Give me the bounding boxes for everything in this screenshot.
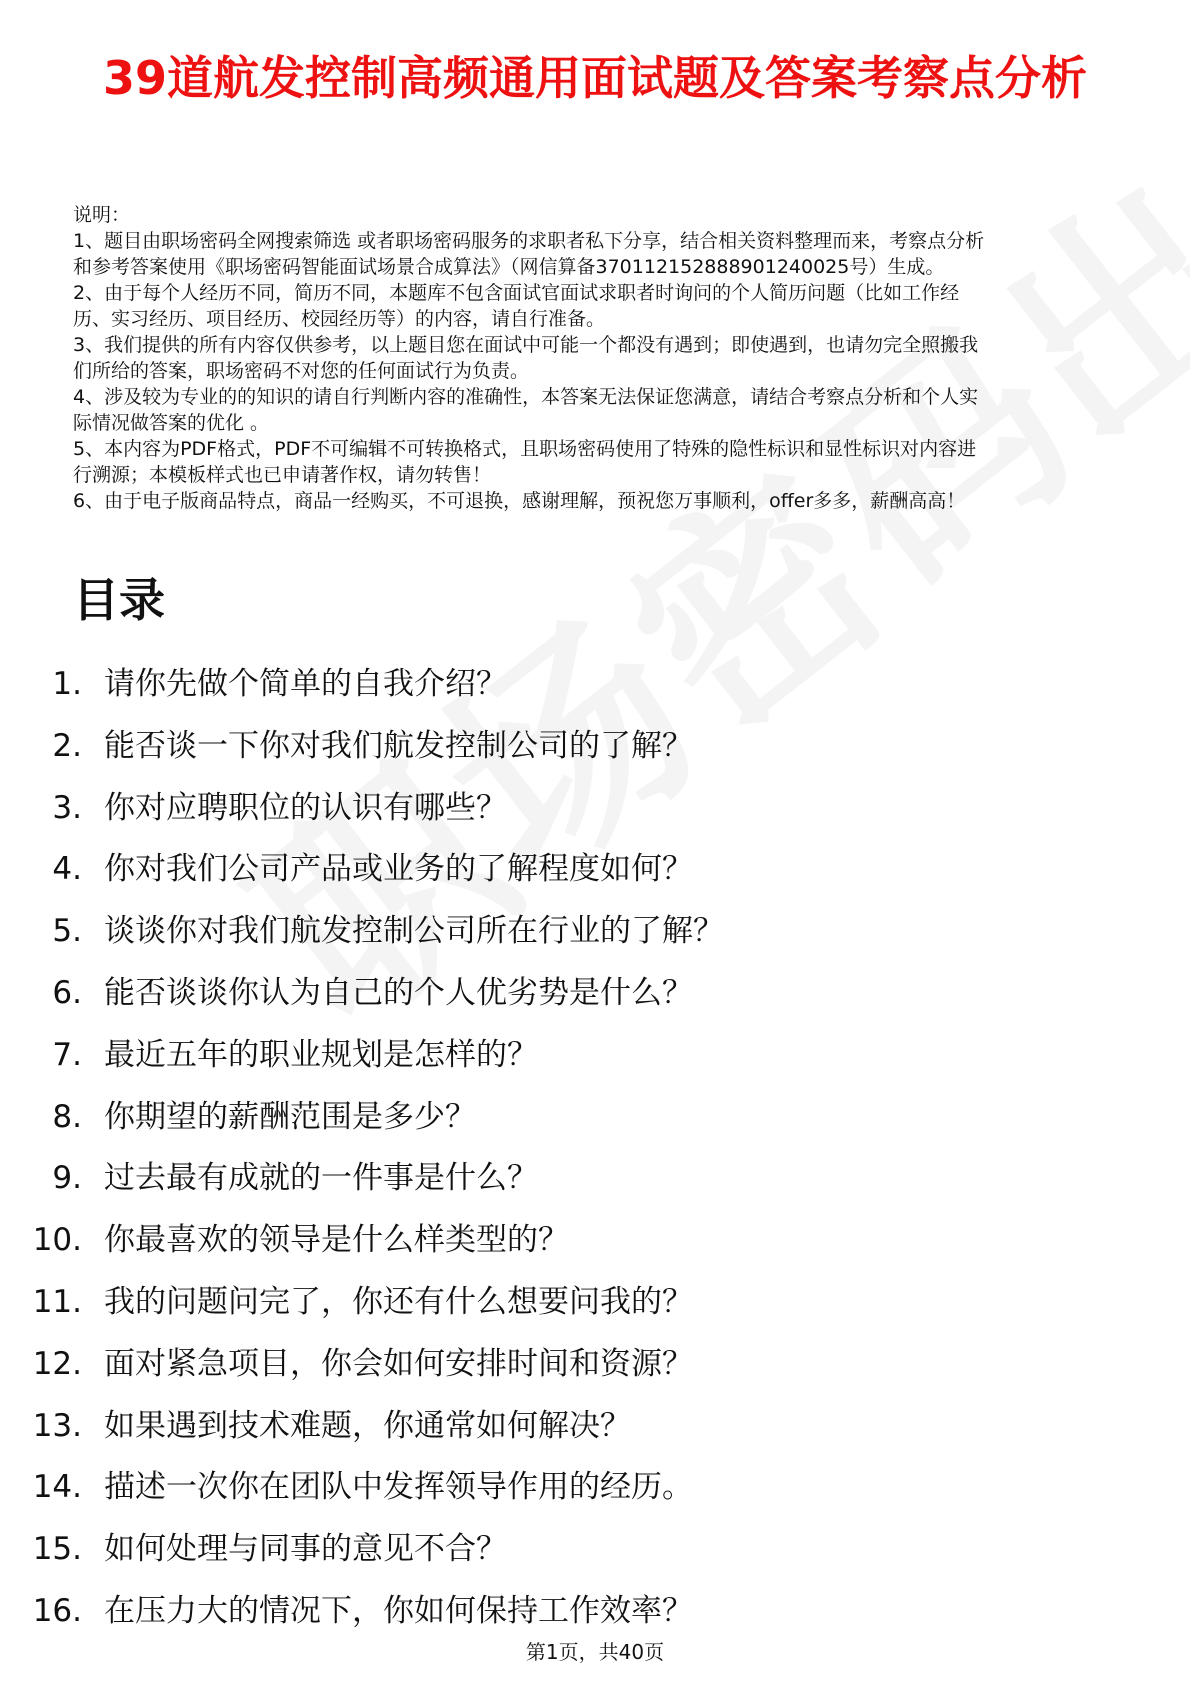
- toc-item-14[interactable]: [0, 1467, 1190, 1529]
- toc-text: 在压力大的情况下，你如何保持工作效率？: [104, 1592, 693, 1629]
- toc-number: 1.: [52, 666, 82, 702]
- toc-number: 14.: [32, 1469, 82, 1506]
- toc-text: 过去最有成就的一件事是什么？: [104, 1160, 538, 1197]
- toc-list: [0, 664, 1190, 1653]
- toc-item-15[interactable]: [0, 1529, 1190, 1591]
- notes-section: [73, 202, 1123, 514]
- toc-item-4[interactable]: [0, 849, 1190, 911]
- toc-number: 16.: [32, 1592, 82, 1629]
- toc-number: 5.: [52, 913, 82, 950]
- toc-item-2[interactable]: [0, 726, 1190, 788]
- toc-item-7[interactable]: [0, 1035, 1190, 1097]
- toc-number: 13.: [32, 1407, 82, 1444]
- toc-text: 描述一次你在团队中发挥领导作用的经历。: [104, 1469, 693, 1506]
- toc-item-9[interactable]: [0, 1158, 1190, 1220]
- toc-number: 9.: [52, 1160, 82, 1197]
- toc-text: 能否谈一下你对我们航发控制公司的了解？: [104, 727, 693, 764]
- toc-number: 12.: [32, 1345, 82, 1382]
- notes-line: 们所给的答案，职场密码不对您的任何面试行为负责。: [73, 360, 530, 382]
- toc-item-5[interactable]: [0, 911, 1190, 973]
- toc-item-3[interactable]: [0, 788, 1190, 850]
- notes-line: 际情况做答案的优化 。: [73, 412, 270, 434]
- toc-item-6[interactable]: [0, 973, 1190, 1035]
- notes-line: 1、题目由职场密码全网搜索筛选 或者职场密码服务的求职者私下分享，结合相关资料整理而来，考察点分析: [73, 230, 985, 252]
- toc-heading: 目录: [73, 573, 165, 627]
- toc-text: 如果遇到技术难题，你通常如何解决？: [104, 1407, 631, 1444]
- notes-line: 说明：: [73, 204, 131, 226]
- toc-text: 如何处理与同事的意见不合？: [104, 1531, 507, 1568]
- toc-text: 最近五年的职业规划是怎样的？: [104, 1036, 538, 1073]
- toc-number: 2.: [52, 727, 82, 764]
- toc-text: 你对我们公司产品或业务的了解程度如何？: [104, 851, 693, 888]
- toc-item-1[interactable]: [0, 664, 1190, 726]
- toc-text: 你最喜欢的领导是什么样类型的？: [104, 1222, 569, 1259]
- toc-item-13[interactable]: [0, 1406, 1190, 1468]
- toc-text: 能否谈谈你认为自己的个人优劣势是什么？: [104, 974, 693, 1011]
- toc-number: 7.: [52, 1036, 82, 1073]
- toc-number: 4.: [52, 851, 82, 888]
- notes-line: 5、本内容为PDF格式，PDF不可编辑不可转换格式，且职场密码使用了特殊的隐性标识和显性标识对内容进: [73, 438, 977, 460]
- notes-line: 和参考答案使用《职场密码智能面试场景合成算法》（网信算备370112152888901240025号）生成。: [73, 256, 945, 278]
- document-title: 39道航发控制高频通用面试题及答案考察点分析: [102, 51, 1087, 105]
- toc-item-10[interactable]: [0, 1220, 1190, 1282]
- toc-text: 你对应聘职位的认识有哪些？: [104, 789, 507, 826]
- toc-number: 8.: [52, 1098, 82, 1135]
- toc-text: 你期望的薪酬范围是多少？: [104, 1098, 476, 1135]
- toc-item-12[interactable]: [0, 1344, 1190, 1406]
- toc-number: 6.: [52, 974, 82, 1011]
- toc-number: 10.: [32, 1222, 82, 1259]
- notes-line: 2、由于每个人经历不同，简历不同，本题库不包含面试官面试求职者时询问的个人简历问题（比如工作经: [73, 282, 960, 304]
- notes-line: 6、由于电子版商品特点，商品一经购买，不可退换，感谢理解，预祝您万事顺利，offer多多，薪酬高高！: [73, 490, 966, 512]
- toc-item-8[interactable]: [0, 1097, 1190, 1159]
- toc-text: 谈谈你对我们航发控制公司所在行业的了解？: [104, 913, 724, 950]
- notes-line: 4、涉及较为专业的的知识的请自行判断内容的准确性，本答案无法保证您满意，请结合考察点分析和个人实: [73, 386, 979, 408]
- page-footer: 第1页，共40页: [525, 1640, 665, 1664]
- toc-number: 3.: [52, 789, 82, 826]
- toc-item-11[interactable]: [0, 1282, 1190, 1344]
- notes-line: 行溯源；本模板样式也已申请著作权，请勿转售！: [73, 464, 492, 486]
- toc-text: 我的问题问完了，你还有什么想要问我的？: [104, 1283, 693, 1320]
- toc-number: 11.: [32, 1283, 82, 1320]
- notes-line: 历、实习经历、项目经历、校园经历等）的内容，请自行准备。: [73, 308, 606, 330]
- notes-line: 3、我们提供的所有内容仅供参考，以上题目您在面试中可能一个都没有遇到；即使遇到，也请勿完全照搬我: [73, 334, 979, 356]
- toc-text: 请你先做个简单的自我介绍？: [104, 666, 507, 702]
- toc-number: 15.: [32, 1531, 82, 1568]
- toc-text: 面对紧急项目，你会如何安排时间和资源？: [104, 1345, 693, 1382]
